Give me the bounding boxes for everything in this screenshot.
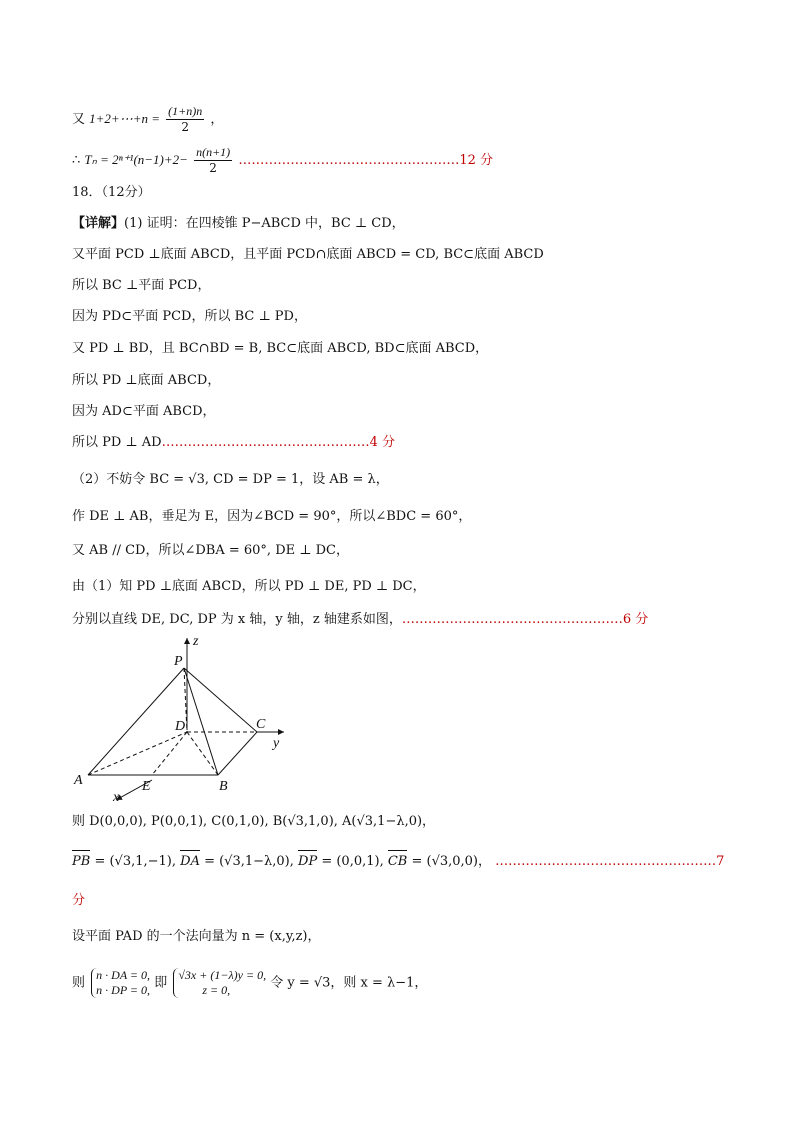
edge-PC [184, 668, 257, 732]
label-z: z [193, 634, 199, 649]
pyramid-figure [72, 630, 302, 805]
fraction: $\frac{(1+n)n}{2}$ [168, 104, 203, 134]
system-1: n · DA = 0, n · DP = 0, [91, 968, 150, 998]
step-6: 因为 AD⊂平面 ABCD， [72, 404, 216, 419]
part2-step-4: 分别以直线 DE, DC, DP 为 x 轴，y 轴，z 轴建系如图，……………………………………………6 分 [72, 612, 649, 627]
edge-PA [88, 668, 184, 775]
score-12: 12 分 [459, 153, 493, 168]
score-7: 7 [716, 854, 725, 869]
step-5: 所以 PD ⊥底面 ABCD， [72, 373, 221, 388]
vectors: PB = (√3,1,−1), DA = (√3,1−λ,0), DP = (0,0,1), CB = (√3,0,0)， ……………………………………………7 [72, 854, 725, 869]
label-P: P [174, 654, 183, 669]
step-4: 又 PD ⊥ BD，且 BC∩BD = B, BC⊂底面 ABCD, BD⊂底面 ABCD， [72, 341, 489, 356]
equation-system: 则 n · DA = 0, n · DP = 0, 即 √3x + (1−λ)y = 0, z = 0, 令 y = √3，则 x = λ−1， [72, 968, 428, 997]
coordinates: 则 D(0,0,0), P(0,0,1), C(0,1,0), B(√3,1,0), A(√3,1−λ,0)， [72, 814, 436, 829]
step-7: 所以 PD ⊥ AD…………………………………………4 分 [72, 435, 396, 450]
score-6: 6 分 [622, 612, 649, 627]
part2-step-1: 作 DE ⊥ AB，垂足为 E，因为∠BCD = 90°，所以∠BDC = 60°， [72, 509, 472, 524]
line-sum: 又 1+2+⋯+n = $\frac{(1+n)n}{2}$ ， [72, 104, 224, 134]
fraction: $\frac{n(n+1)}{2}$ [196, 145, 231, 175]
score-4: 4 分 [369, 435, 396, 450]
step-1: 又平面 PCD ⊥底面 ABCD，且平面 PCD∩底面 ABCD = CD, BC⊂底面 ABCD [72, 247, 544, 262]
question-number: 18．（12分） [72, 185, 151, 200]
label-y: y [273, 736, 280, 751]
edge-BC [218, 732, 257, 775]
label-x: x [113, 790, 120, 805]
step-2: 所以 BC ⊥平面 PCD， [72, 278, 211, 293]
edge-AD [88, 732, 187, 775]
part2-step-3: 由（1）知 PD ⊥底面 ABCD，所以 PD ⊥ DE, PD ⊥ DC， [72, 579, 426, 594]
edge-DE [152, 732, 187, 775]
edge-DB [187, 732, 218, 775]
system-2: √3x + (1−λ)y = 0, z = 0, [173, 968, 266, 998]
part2-step-2: 又 AB // CD，所以∠DBA = 60°, DE ⊥ DC， [72, 543, 349, 558]
score-7-cont: 分 [72, 893, 86, 908]
label-E: E [142, 779, 151, 794]
step-3: 因为 PD⊂平面 PCD，所以 BC ⊥ PD， [72, 309, 307, 324]
part2-setup: （2）不妨令 BC = √3, CD = DP = 1，设 AB = λ， [72, 472, 389, 487]
line-tn: ∴ Tₙ = 2ⁿ⁺¹(n−1)+2− $\frac{n(n+1)}{2}$ ……………………………………………12 分 [72, 145, 493, 175]
label-C: C [256, 717, 266, 732]
detail-intro: 【详解】(1) 证明：在四棱锥 P−ABCD 中，BC ⊥ CD， [72, 216, 405, 231]
edge-PB [184, 668, 218, 775]
normal-vector-setup: 设平面 PAD 的一个法向量为 n = (x,y,z)， [72, 929, 321, 944]
label-D: D [175, 719, 186, 734]
detail-tag: 【详解】 [72, 216, 125, 231]
label-B: B [219, 779, 228, 794]
label-A: A [74, 773, 83, 788]
